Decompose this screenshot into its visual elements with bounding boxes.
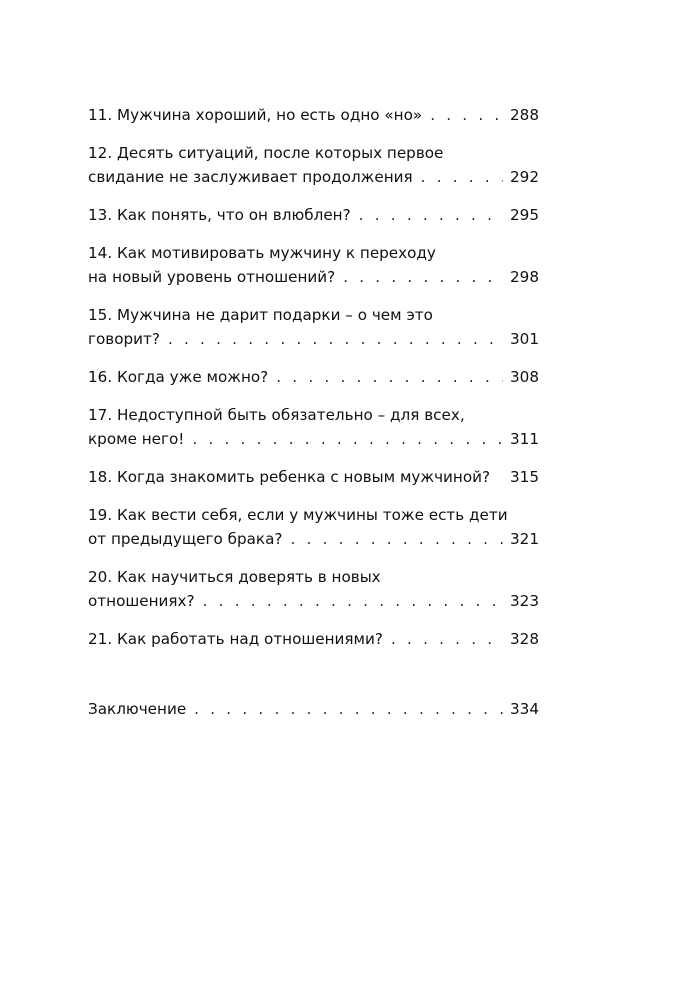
toc-entry-17 — [88, 403, 539, 451]
toc-entry-title: 19. Как вести себя, если у мужчины тоже есть дети — [88, 506, 508, 524]
toc-entry-title-continued: отношениях? — [88, 592, 195, 610]
toc-entry-title: 16. Когда уже можно? — [88, 368, 269, 386]
toc-entry-title: 13. Как понять, что он влюблен? — [88, 206, 351, 224]
table-of-contents — [88, 103, 539, 721]
dot-leader — [168, 327, 503, 351]
toc-page-number: 315 — [510, 468, 539, 486]
section-gap — [88, 651, 539, 697]
dot-leader — [343, 265, 503, 289]
toc-entry-16 — [88, 365, 539, 389]
toc-page-number: 311 — [510, 430, 539, 448]
toc-page-number: 323 — [510, 592, 539, 610]
toc-page-number: 308 — [510, 368, 539, 386]
toc-entry-title: 21. Как работать над отношениями? — [88, 630, 383, 648]
toc-page-number: 321 — [510, 530, 539, 548]
toc-page-number: 328 — [510, 630, 539, 648]
dot-leader — [391, 627, 503, 651]
toc-entry-title: 11. Мужчина хороший, но есть одно «но» — [88, 106, 423, 124]
toc-entry-title: 12. Десять ситуаций, после которых первое — [88, 144, 444, 162]
toc-page-number: 288 — [510, 106, 539, 124]
toc-entry-20 — [88, 565, 539, 613]
dot-leader — [276, 365, 503, 389]
toc-page-number: 334 — [510, 700, 539, 718]
toc-entry-title: 14. Как мотивировать мужчину к переходу — [88, 244, 436, 262]
toc-entry-title-continued: свидание не заслуживает продолжения — [88, 168, 413, 186]
toc-entry-18 — [88, 465, 539, 489]
dot-leader — [430, 103, 503, 127]
toc-page-number: 298 — [510, 268, 539, 286]
dot-leader — [203, 589, 503, 613]
toc-entry-12 — [88, 141, 539, 189]
toc-entry-title: 18. Когда знакомить ребенка с новым мужчиной? — [88, 468, 491, 486]
toc-entry-title-continued: говорит? — [88, 330, 160, 348]
toc-page-number: 295 — [510, 206, 539, 224]
toc-entry-21 — [88, 627, 539, 651]
dot-leader — [290, 527, 503, 551]
toc-entry-13 — [88, 203, 539, 227]
toc-page-number: 292 — [510, 168, 539, 186]
toc-entry-title-continued: от предыдущего брака? — [88, 530, 283, 548]
toc-entry-19 — [88, 503, 539, 551]
toc-entry-15 — [88, 303, 539, 351]
toc-page-number: 301 — [510, 330, 539, 348]
toc-entry-conclusion — [88, 697, 539, 721]
toc-entry-title: 15. Мужчина не дарит подарки – о чем это — [88, 306, 433, 324]
toc-entry-11 — [88, 103, 539, 127]
toc-entry-title: Заключение — [88, 700, 187, 718]
toc-entry-title: 17. Недоступной быть обязательно – для всех, — [88, 406, 465, 424]
toc-entry-title-continued: на новый уровень отношений? — [88, 268, 336, 286]
toc-entry-14 — [88, 241, 539, 289]
dot-leader — [421, 165, 503, 189]
dot-leader — [192, 427, 503, 451]
toc-entry-title: 20. Как научиться доверять в новых — [88, 568, 381, 586]
toc-entry-title-continued: кроме него! — [88, 430, 185, 448]
dot-leader — [194, 697, 510, 721]
dot-leader — [359, 203, 503, 227]
